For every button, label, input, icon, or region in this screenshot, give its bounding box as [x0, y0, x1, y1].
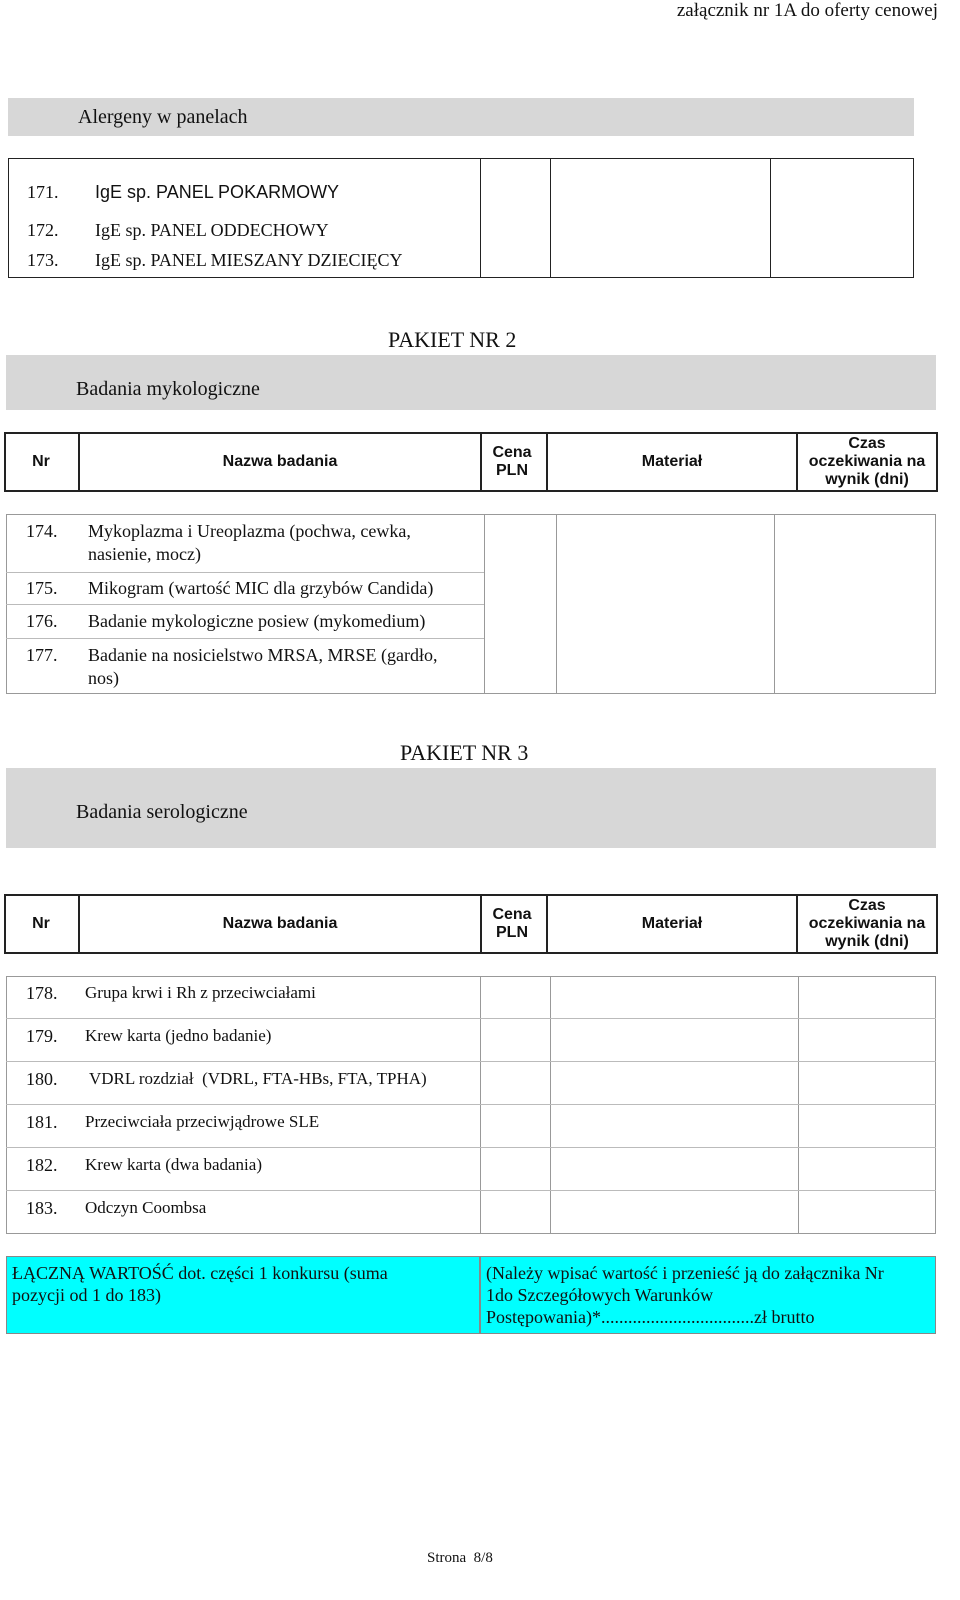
packet2-row-name-cont: nasienie, mocz)	[88, 544, 201, 564]
column-header-price: Cena PLN	[492, 906, 532, 941]
allergen-row-name: IgE sp. PANEL MIESZANY DZIECIĘCY	[95, 250, 403, 270]
column-header-name: Nazwa badania	[222, 453, 338, 470]
total-instruction-cont: 1do Szczegółowych Warunków	[486, 1285, 714, 1305]
packet3-row-name: Grupa krwi i Rh z przeciwciałami	[85, 983, 316, 1002]
column-header-name: Nazwa badania	[222, 915, 338, 932]
packet3-row-name: Przeciwciała przeciwjądrowe SLE	[85, 1112, 320, 1131]
packet3-row-nr: 178.	[26, 983, 58, 1003]
total-label-cont: pozycji od 1 do 183)	[12, 1285, 161, 1305]
allergen-row-nr: 171.	[27, 182, 59, 202]
column-header-price: Cena PLN	[492, 444, 532, 479]
column-header-nr: Nr	[32, 453, 50, 470]
allergens-title: Alergeny w panelach	[78, 106, 248, 128]
packet2-row-name-cont: nos)	[88, 668, 119, 688]
annex-label: załącznik nr 1A do oferty cenowej	[676, 0, 938, 21]
allergen-row-nr: 172.	[27, 220, 59, 240]
column-header-time: Czas oczekiwania na wynik (dni)	[808, 435, 926, 488]
column-header-nr: Nr	[32, 915, 50, 932]
packet3-row-name: VDRL rozdział (VDRL, FTA-HBs, FTA, TPHA)	[85, 1069, 427, 1088]
packet3-table	[6, 976, 936, 1234]
packet2-title: PAKIET NR 2	[388, 327, 517, 352]
allergen-row-name: IgE sp. PANEL POKARMOWY	[95, 182, 340, 202]
packet3-subtitle: Badania serologiczne	[76, 801, 248, 823]
column-header-material: Materiał	[641, 453, 703, 470]
packet2-row-nr: 177.	[26, 645, 58, 665]
allergen-row-nr: 173.	[27, 250, 59, 270]
allergen-row-name: IgE sp. PANEL ODDECHOWY	[95, 220, 329, 240]
packet3-title: PAKIET NR 3	[400, 740, 529, 765]
column-header-material: Materiał	[641, 915, 703, 932]
packet3-row-nr: 181.	[26, 1112, 58, 1132]
packet3-row-nr: 179.	[26, 1026, 58, 1046]
packet2-row-name: Mykoplazma i Ureoplazma (pochwa, cewka,	[88, 521, 411, 541]
total-instruction: (Należy wpisać wartość i przenieść ją do załącznika Nr	[486, 1263, 884, 1283]
packet3-row-nr: 183.	[26, 1198, 58, 1218]
total-label: ŁĄCZNĄ WARTOŚĆ dot. części 1 konkursu (suma	[12, 1263, 388, 1283]
column-header-time: Czas oczekiwania na wynik (dni)	[808, 897, 926, 950]
packet3-row-name: Krew karta (jedno badanie)	[85, 1026, 272, 1045]
packet2-row-nr: 175.	[26, 578, 58, 598]
packet3-row-nr: 180.	[26, 1069, 58, 1089]
total-instruction-amount: Postępowania)*..................................zł brutto	[486, 1307, 815, 1327]
packet2-row-name: Mikogram (wartość MIC dla grzybów Candida)	[88, 578, 434, 598]
packet2-row-name: Badanie na nosicielstwo MRSA, MRSE (gardło,	[88, 645, 438, 665]
packet2-row-name: Badanie mykologiczne posiew (mykomedium)	[88, 611, 426, 631]
packet2-row-nr: 176.	[26, 611, 58, 631]
packet2-subtitle: Badania mykologiczne	[76, 378, 260, 400]
page-number: Strona 8/8	[427, 1550, 493, 1566]
packet3-row-nr: 182.	[26, 1155, 58, 1175]
packet2-row-nr: 174.	[26, 521, 58, 541]
packet3-row-name: Krew karta (dwa badania)	[85, 1155, 262, 1174]
packet3-row-name: Odczyn Coombsa	[85, 1198, 207, 1217]
